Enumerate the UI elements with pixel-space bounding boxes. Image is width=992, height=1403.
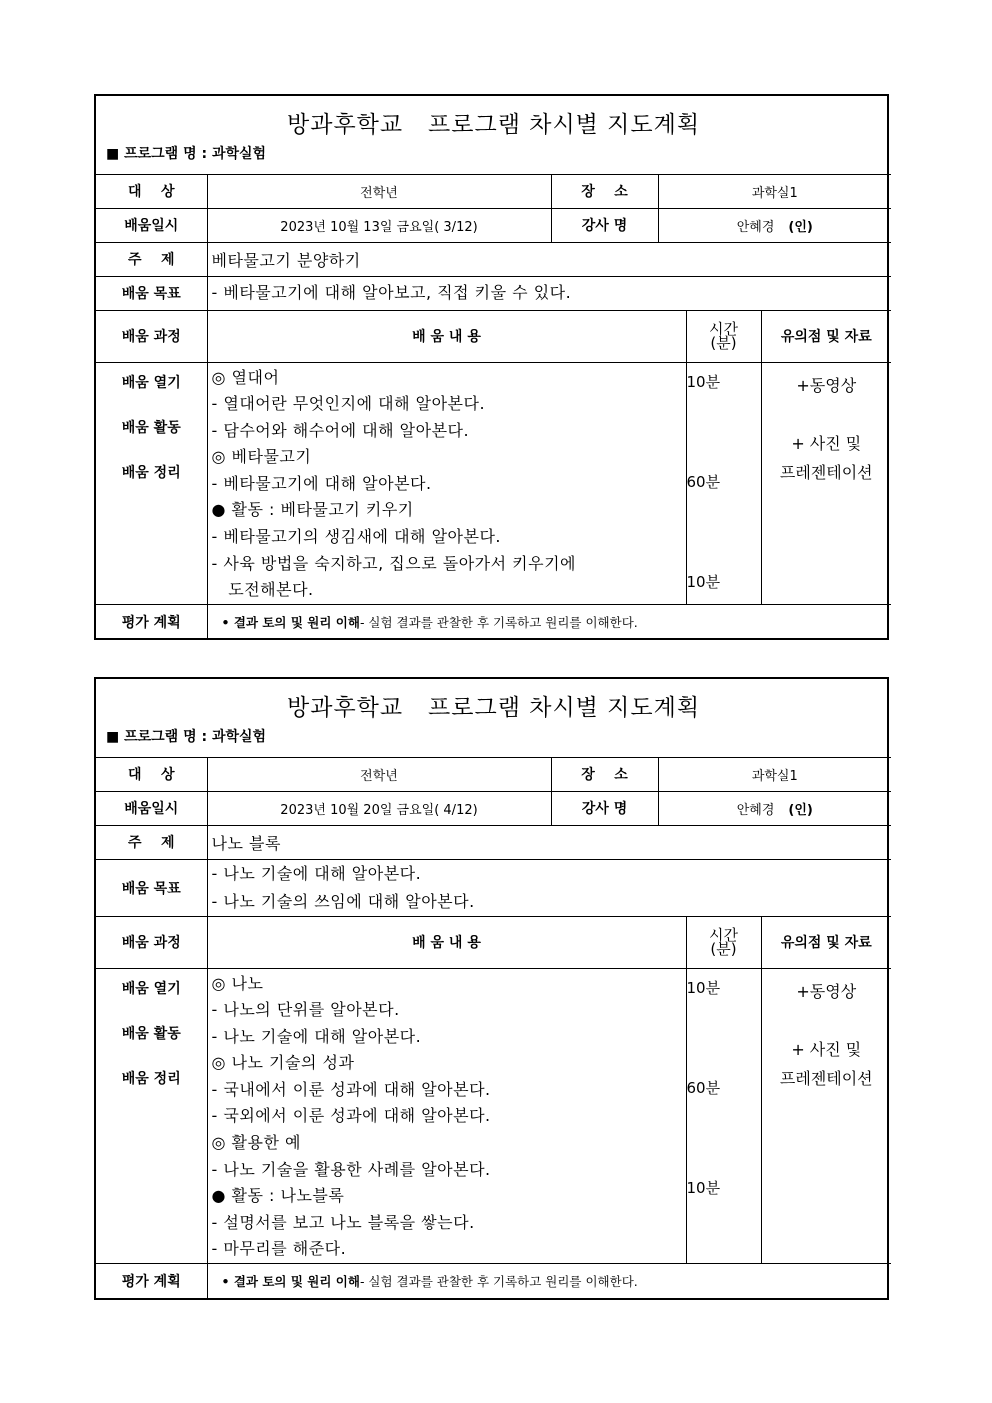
notes-header: 유의점 및 자료 <box>761 916 891 968</box>
target-label: 대 상 <box>96 174 207 208</box>
goal-line: - 나노 기술의 쓰임에 대해 알아본다. <box>211 891 475 911</box>
note-blank <box>762 1006 892 1035</box>
lesson-plan-2 <box>94 677 889 1300</box>
content-line: - 베타물고기에 대해 알아본다. <box>211 473 432 493</box>
instructor-label: 강사 명 <box>551 208 658 242</box>
date-label: 배움일시 <box>96 791 207 825</box>
content-line: - 마무리를 해준다. <box>211 1239 347 1259</box>
content-line: - 나노 기술에 대해 알아본다. <box>211 1026 422 1046</box>
stages-cell <box>96 362 207 604</box>
time-opening: 10분 <box>686 372 721 391</box>
plan-title: 방과후학교 프로그램 차시별 지도계획 <box>287 112 701 139</box>
seal-mark: (인) <box>788 219 813 235</box>
note-presentation: 프레젠테이션 <box>779 1068 873 1088</box>
content-line: - 열대어란 무엇인지에 대해 알아본다. <box>211 394 486 414</box>
instructor-value <box>658 791 891 825</box>
content-line: ◎ 나노 기술의 성과 <box>211 1053 355 1073</box>
program-name: ■ 프로그램 명 : 과학실험 <box>106 146 267 163</box>
date-value: 2023년 10월 20일 금요일( 4/12) <box>207 791 551 825</box>
note-photo: + 사진 및 <box>791 1039 862 1059</box>
date-value: 2023년 10월 13일 금요일( 3/12) <box>207 208 551 242</box>
stages-cell <box>96 968 207 1264</box>
content-header: 배 움 내 용 <box>207 916 686 968</box>
times-cell <box>686 968 761 1264</box>
content-line: ◎ 나노 <box>211 973 264 993</box>
time-header-bottom: (분) <box>710 334 737 352</box>
content-line: - 국외에서 이룬 성과에 대해 알아본다. <box>211 1106 491 1126</box>
topic-label: 주 제 <box>96 242 207 276</box>
topic-value: 나노 블록 <box>207 825 891 859</box>
content-line: ● 활동 : 나노블록 <box>211 1186 345 1206</box>
place-label: 장 소 <box>551 757 658 791</box>
plan-title: 방과후학교 프로그램 차시별 지도계획 <box>287 695 701 722</box>
goal-label: 배움 목표 <box>96 276 207 310</box>
stage-closing: 배움 정리 <box>121 1070 181 1087</box>
title-cell <box>96 679 891 757</box>
time-header-top: 시간 <box>709 926 738 944</box>
notes-cell <box>761 968 891 1264</box>
date-label: 배움일시 <box>96 208 207 242</box>
eval-value <box>207 1264 891 1298</box>
time-header-bottom: (분) <box>710 940 737 958</box>
stage-activity: 배움 활동 <box>121 1025 181 1042</box>
goal-label: 배움 목표 <box>96 859 207 916</box>
place-value: 과학실1 <box>658 757 891 791</box>
time-header <box>686 310 761 362</box>
eval-text: - 실험 결과를 관찰한 후 기록하고 원리를 이해한다. <box>359 614 638 630</box>
content-cell <box>207 362 686 604</box>
content-line: ◎ 활용한 예 <box>211 1133 301 1153</box>
stage-activity: 배움 활동 <box>121 419 181 436</box>
program-name: ■ 프로그램 명 : 과학실험 <box>106 729 267 746</box>
place-label: 장 소 <box>551 174 658 208</box>
target-value: 전학년 <box>207 757 551 791</box>
note-photo: + 사진 및 <box>791 433 862 453</box>
content-line: - 담수어와 해수어에 대해 알아본다. <box>211 420 470 440</box>
seal-mark: (인) <box>788 802 813 818</box>
topic-label: 주 제 <box>96 825 207 859</box>
goal-value <box>207 859 891 916</box>
time-header <box>686 916 761 968</box>
eval-heading: • 결과 토의 및 원리 이해 <box>221 614 360 630</box>
stage-closing: 배움 정리 <box>121 464 181 481</box>
lesson-plan-1 <box>94 94 889 640</box>
times-cell <box>686 362 761 604</box>
note-video: +동영상 <box>796 375 857 395</box>
time-opening: 10분 <box>686 978 721 997</box>
time-closing: 10분 <box>686 572 721 591</box>
time-activity: 60분 <box>686 472 721 491</box>
plan-table <box>96 679 891 1298</box>
stage-opening: 배움 열기 <box>121 374 181 391</box>
process-header: 배움 과정 <box>96 916 207 968</box>
content-line: ◎ 열대어 <box>211 367 280 387</box>
target-value: 전학년 <box>207 174 551 208</box>
content-line: 도전해본다. <box>211 580 314 600</box>
time-header-top: 시간 <box>709 320 738 338</box>
eval-label: 평가 계획 <box>96 604 207 638</box>
eval-text: - 실험 결과를 관찰한 후 기록하고 원리를 이해한다. <box>359 1273 638 1289</box>
content-line: - 사육 방법을 숙지하고, 집으로 돌아가서 키우기에 <box>211 553 576 573</box>
goal-line: - 베타물고기에 대해 알아보고, 직접 키울 수 있다. <box>211 283 572 302</box>
notes-header: 유의점 및 자료 <box>761 310 891 362</box>
content-header: 배 움 내 용 <box>207 310 686 362</box>
stage-opening: 배움 열기 <box>121 980 181 997</box>
content-line: - 국내에서 이룬 성과에 대해 알아본다. <box>211 1079 491 1099</box>
note-presentation: 프레젠테이션 <box>779 462 873 482</box>
time-activity: 60분 <box>686 1078 721 1097</box>
plan-table <box>96 96 891 638</box>
content-line: ◎ 베타물고기 <box>211 447 312 467</box>
instructor-name: 안혜경 <box>736 219 775 235</box>
content-line: - 나노의 단위를 알아본다. <box>211 1000 400 1020</box>
notes-cell <box>761 362 891 604</box>
content-line: ● 활동 : 베타물고기 키우기 <box>211 500 414 520</box>
note-blank <box>762 400 892 429</box>
title-cell <box>96 96 891 174</box>
content-line: - 설명서를 보고 나노 블록을 쌓는다. <box>211 1212 475 1232</box>
target-label: 대 상 <box>96 757 207 791</box>
eval-heading: • 결과 토의 및 원리 이해 <box>221 1273 360 1289</box>
eval-label: 평가 계획 <box>96 1264 207 1298</box>
place-value: 과학실1 <box>658 174 891 208</box>
content-line: - 나노 기술을 활용한 사례를 알아본다. <box>211 1159 491 1179</box>
process-header: 배움 과정 <box>96 310 207 362</box>
time-closing: 10분 <box>686 1178 721 1197</box>
content-line: - 베타물고기의 생김새에 대해 알아본다. <box>211 527 501 547</box>
topic-value: 베타물고기 분양하기 <box>207 242 891 276</box>
instructor-label: 강사 명 <box>551 791 658 825</box>
eval-value <box>207 604 891 638</box>
content-cell <box>207 968 686 1264</box>
goal-value <box>207 276 891 310</box>
instructor-value <box>658 208 891 242</box>
goal-line: - 나노 기술에 대해 알아본다. <box>211 863 422 883</box>
instructor-name: 안혜경 <box>736 802 775 818</box>
note-video: +동영상 <box>796 981 857 1001</box>
